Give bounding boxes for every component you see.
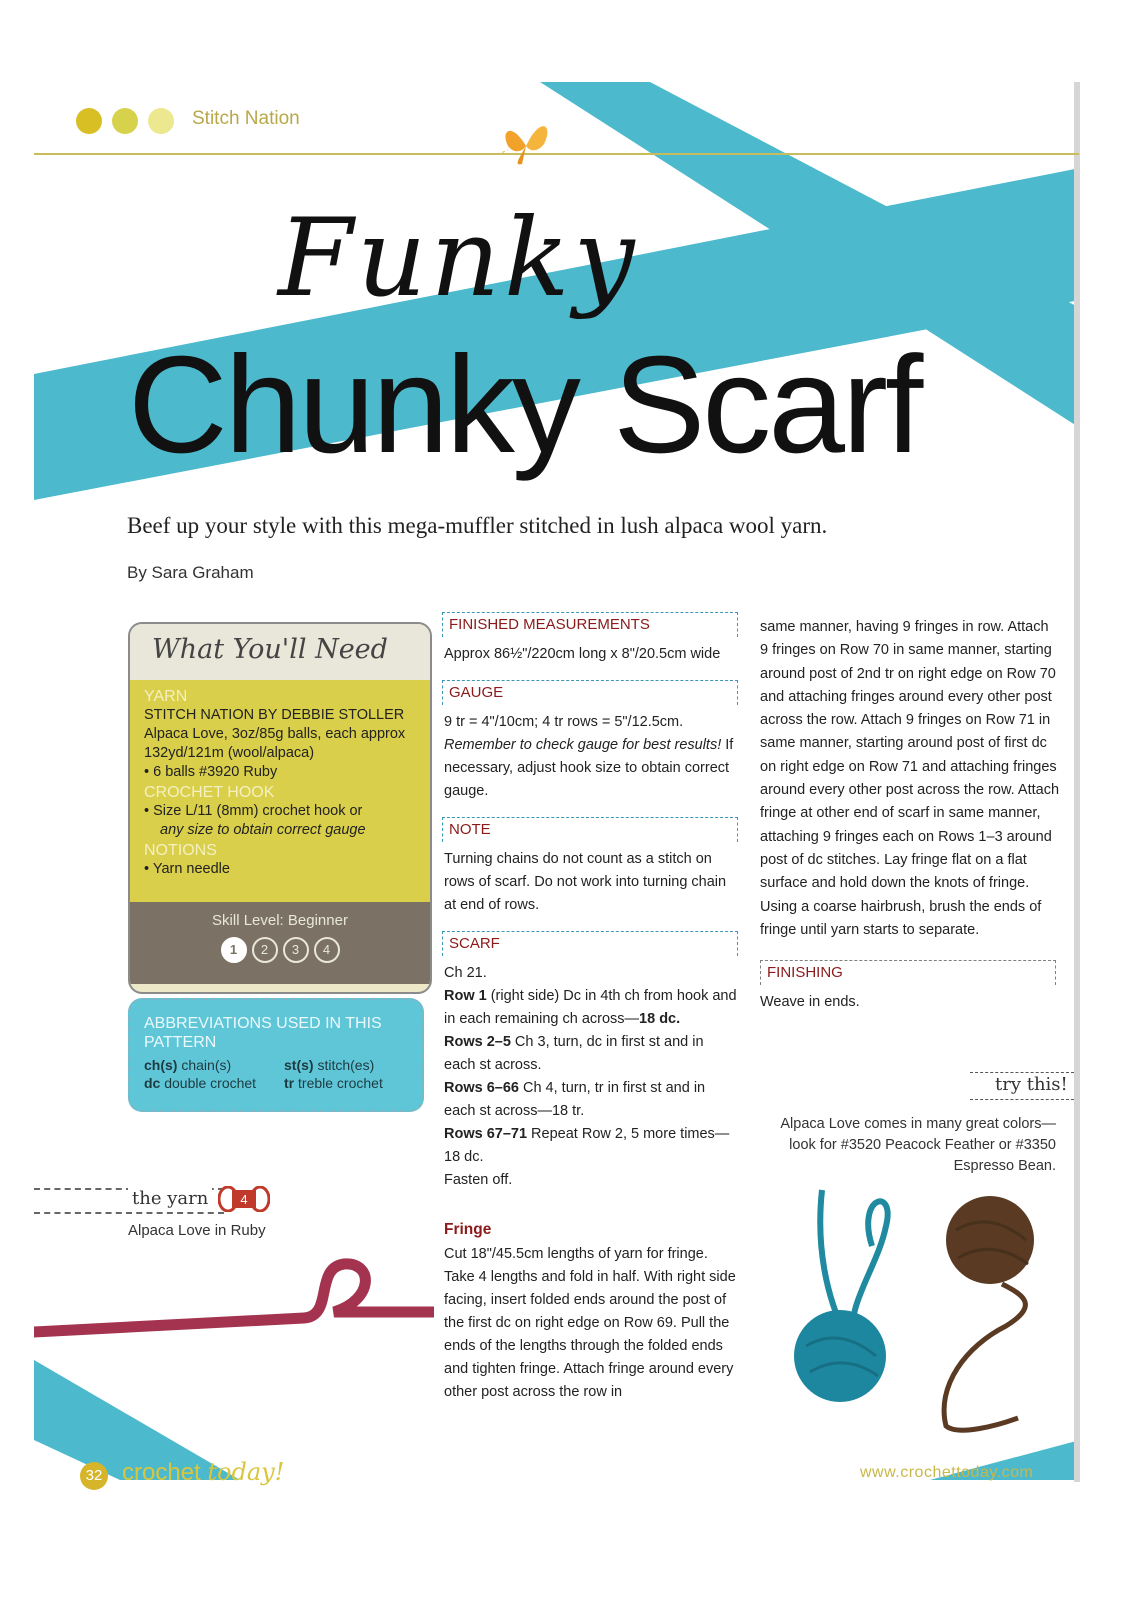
- yarn-weight-number: 4: [240, 1192, 248, 1207]
- row-label: Rows 6–66: [444, 1080, 519, 1096]
- hook-size: • Size L/11 (8mm) crochet hook or: [144, 803, 363, 819]
- abbr-meaning: stitch(es): [317, 1057, 375, 1073]
- scarf-rows-67-71: [444, 1123, 738, 1169]
- gauge-note-italic: Remember to check gauge for best results!: [444, 737, 722, 753]
- abbr-item: [144, 1056, 284, 1074]
- scarf-row-1: [444, 985, 738, 1031]
- row-text: (right side) Dc in 4th ch from hook and in each remaining ch across—: [444, 988, 737, 1027]
- scarf-chain: Ch 21.: [444, 965, 487, 981]
- notions-item: • Yarn needle: [144, 861, 230, 877]
- site-url[interactable]: www.crochettoday.com: [860, 1464, 1034, 1481]
- notions-heading: NOTIONS: [144, 842, 217, 859]
- row-text: Repeat Row 2, 5 more times—18 dc.: [444, 1126, 730, 1165]
- header-dot-1: [76, 108, 102, 134]
- byline: By Sara Graham: [127, 563, 254, 582]
- title-script: Funky: [278, 196, 639, 321]
- row-label: Rows 67–71: [444, 1126, 528, 1142]
- skill-level-1: 1: [221, 937, 247, 963]
- note-text: Turning chains do not count as a stitch on rows of scarf. Do not work into turning chain at end of rows.: [444, 851, 727, 913]
- page-title: Chunky Scarf: [128, 328, 921, 482]
- ruby-yarn-image: [34, 1250, 434, 1350]
- butterfly-icon: [498, 116, 554, 168]
- skill-level-2: 2: [252, 937, 278, 963]
- try-this-label: try this!: [995, 1074, 1068, 1095]
- yarn-quantity: • 6 balls #3920 Ruby: [144, 764, 278, 780]
- gauge-note: If necessary, adjust hook size to obtain correct gauge.: [444, 737, 734, 799]
- scarf-rows-2-5: [444, 1031, 738, 1077]
- materials-list: [130, 680, 430, 902]
- brown-yarn-ball: [946, 1196, 1034, 1284]
- abbr-code: dc: [144, 1075, 161, 1091]
- gauge-heading: GAUGE: [442, 680, 738, 705]
- instructions-column-right: [760, 616, 1060, 1014]
- brand-word-1: crochet: [122, 1459, 201, 1486]
- row-text: Ch 3, turn, dc in first st and in each st across.: [444, 1034, 704, 1073]
- abbreviations-box: [128, 998, 424, 1112]
- abbr-code: st(s): [284, 1057, 314, 1073]
- scarf-instructions: [444, 962, 738, 1192]
- brand-word-2: today!: [207, 1458, 285, 1486]
- note-heading: NOTE: [442, 817, 738, 842]
- skill-level-4: 4: [314, 937, 340, 963]
- yarn-label: the yarn: [128, 1188, 212, 1209]
- fringe-text: Cut 18"/45.5cm lengths of yarn for fringe. Take 4 lengths and fold in half. With right side facing, insert folded ends around the post of the first dc on right edge on Row 69. Pull the ends of the lengths through the folded ends and tighten fringe. Attach fringe around every other post across the row in: [444, 1246, 736, 1400]
- skill-level: [130, 902, 430, 984]
- row-count: 18 dc.: [639, 1011, 681, 1027]
- header-dot-3: [148, 108, 174, 134]
- skill-level-label: Skill Level: Beginner: [212, 912, 348, 929]
- instructions-column: [442, 612, 738, 1404]
- yarn-description: Alpaca Love, 3oz/85g balls, each approx 132yd/121m (wool/alpaca): [144, 726, 406, 761]
- try-this-caption: Alpaca Love comes in many great colors—look for #3520 Peacock Feather or #3350 Espresso Bean.: [780, 1116, 1056, 1174]
- row-label: Row 1: [444, 988, 487, 1004]
- yarn-weight-icon: [218, 1186, 270, 1212]
- abbr-meaning: chain(s): [181, 1057, 232, 1073]
- gauge-text: [444, 711, 738, 803]
- section-label: Stitch Nation: [192, 108, 300, 129]
- scarf-heading: SCARF: [442, 931, 738, 956]
- measurements-text: Approx 86½"/220cm long x 8"/20.5cm wide: [444, 646, 721, 662]
- yarn-brand: STITCH NATION BY DEBBIE STOLLER: [144, 707, 405, 723]
- skill-level-indicator: [130, 937, 430, 963]
- finishing-text: Weave in ends.: [760, 994, 860, 1011]
- abbr-meaning: treble crochet: [298, 1075, 383, 1091]
- scarf-fasten: Fasten off.: [444, 1172, 513, 1188]
- fringe-continued-text: same manner, having 9 fringes in row. Attach 9 fringes on Row 70 in same manner, starting around post of 2nd tr on right edge on Row 70 and attaching fringes around every other post across the row. Attach 9 fringes on Row 71 in same manner, starting around post of first dc on right edge on Row 71 and attaching fringes around every other post across the row. Attach fringe at other end of scarf in same manner, attaching 9 fringes each on Rows 1–3 around post of dc stitches. Lay fringe flat on a flat surface and hold down the knots of fringe. Using a coarse hairbrush, brush the ends of fringe until yarn starts to separate.: [760, 619, 1060, 938]
- fringe-heading: Fringe: [444, 1221, 492, 1238]
- abbreviations-list: [144, 1056, 408, 1092]
- yarn-caption: Alpaca Love in Ruby: [128, 1222, 266, 1239]
- finishing-heading: FINISHING: [760, 960, 1056, 985]
- row-label: Rows 2–5: [444, 1034, 511, 1050]
- materials-title: What You'll Need: [130, 624, 430, 680]
- header-dots: [76, 108, 174, 134]
- abbreviations-title: ABBREVIATIONS USED IN THIS PATTERN: [144, 1015, 382, 1051]
- abbr-item: [144, 1074, 284, 1092]
- gauge-value: 9 tr = 4"/10cm; 4 tr rows = 5"/12.5cm.: [444, 714, 684, 730]
- scarf-rows-6-66: [444, 1077, 738, 1123]
- subtitle: Beef up your style with this mega-muffler stitched in lush alpaca wool yarn.: [127, 513, 828, 538]
- hook-heading: CROCHET HOOK: [144, 784, 275, 801]
- magazine-logo: [122, 1458, 284, 1487]
- hook-note: any size to obtain correct gauge: [160, 822, 366, 838]
- page-number: 32: [80, 1462, 108, 1490]
- materials-box: [128, 622, 432, 994]
- skill-level-3: 3: [283, 937, 309, 963]
- abbr-item: [284, 1074, 424, 1092]
- abbr-code: tr: [284, 1075, 295, 1091]
- header-dot-2: [112, 108, 138, 134]
- yarn-balls-image: [786, 1186, 1076, 1436]
- measurements-heading: FINISHED MEASUREMENTS: [442, 612, 738, 637]
- abbr-meaning: double crochet: [164, 1075, 257, 1091]
- row-text: Ch 4, turn, tr in first st and in each st across—18 tr.: [444, 1080, 706, 1119]
- header-rule: [34, 153, 1079, 155]
- yarn-heading: YARN: [144, 688, 188, 705]
- abbr-code: ch(s): [144, 1057, 178, 1073]
- abbr-item: [284, 1056, 424, 1074]
- teal-yarn-ball: [794, 1310, 886, 1402]
